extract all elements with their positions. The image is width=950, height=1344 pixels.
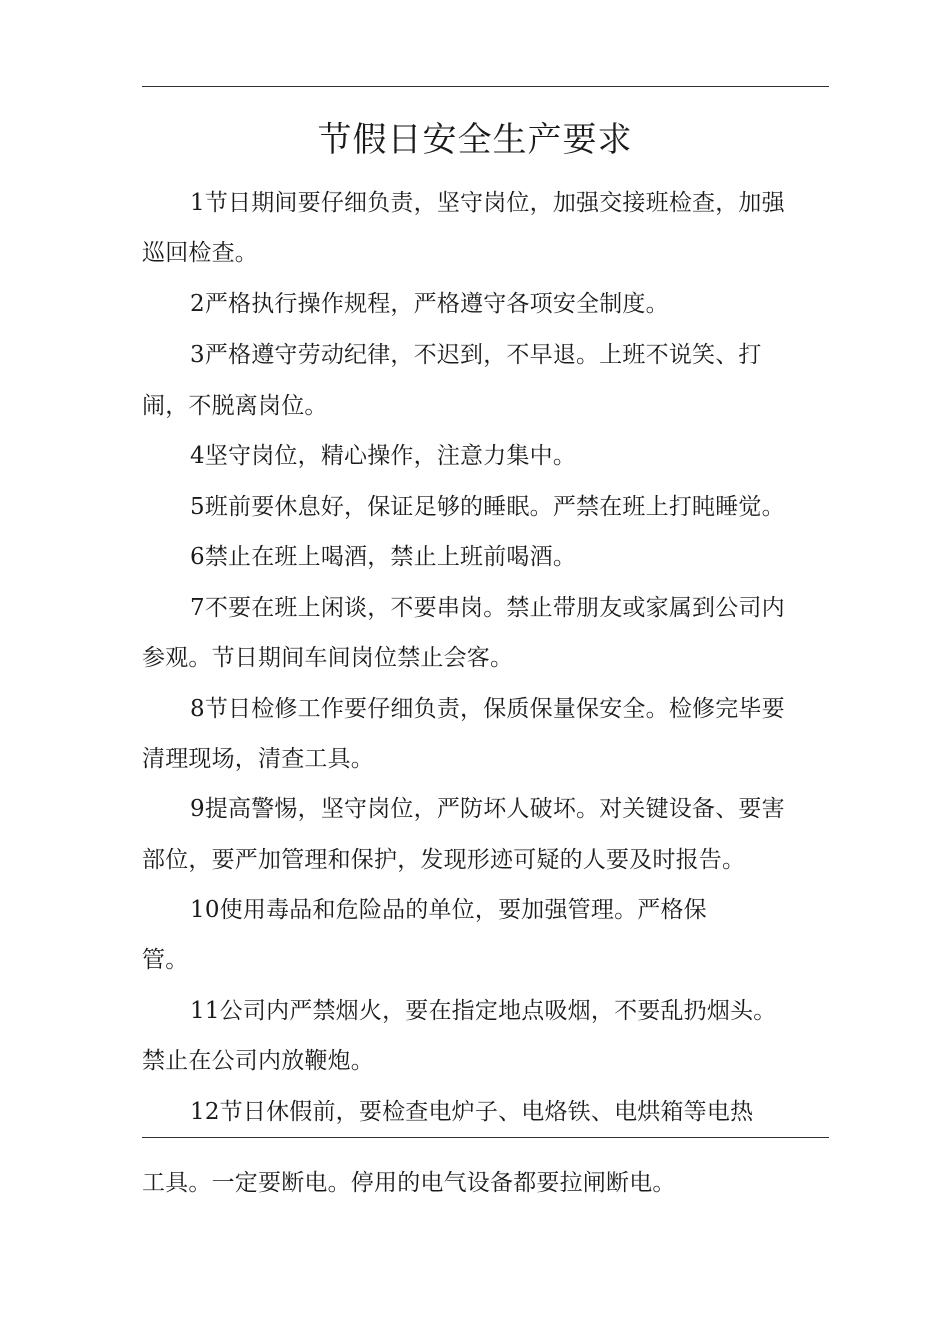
paragraph-line: 管。	[142, 947, 189, 973]
paragraph-line: 禁止在公司内放鞭炮。	[142, 1048, 374, 1074]
paragraph-line: 工具。一定要断电。停用的电气设备都要拉闸断电。	[142, 1170, 676, 1196]
paragraph-line: 9提高警惕，坚守岗位，严防坏人破坏。对关键设备、要害	[190, 796, 785, 822]
paragraph-line: 清理现场，清查工具。	[142, 746, 374, 772]
paragraph-line: 7不要在班上闲谈，不要串岗。禁止带朋友或家属到公司内	[190, 595, 785, 621]
paragraph-line: 2严格执行操作规程，严格遵守各项安全制度。	[190, 291, 669, 317]
paragraph-line: 4坚守岗位，精心操作，注意力集中。	[190, 443, 577, 469]
paragraph-line: 闹，不脱离岗位。	[142, 393, 328, 419]
header-rule	[142, 86, 829, 87]
paragraph-line: 参观。节日期间车间岗位禁止会客。	[142, 645, 514, 671]
page-title: 节假日安全生产要求	[317, 120, 633, 160]
paragraph-line: 5班前要休息好，保证足够的睡眠。严禁在班上打盹睡觉。	[190, 494, 785, 520]
paragraph-line: 1节日期间要仔细负责，坚守岗位，加强交接班检查，加强	[190, 190, 785, 216]
paragraph-line: 巡回检查。	[142, 240, 258, 266]
paragraph-line: 12节日休假前，要检查电炉子、电烙铁、电烘箱等电热	[190, 1099, 754, 1125]
paragraph-line: 部位，要严加管理和保护，发现形迹可疑的人要及时报告。	[142, 847, 746, 873]
paragraph-line: 11公司内严禁烟火，要在指定地点吸烟，不要乱扔烟头。	[190, 998, 777, 1024]
paragraph-line: 8节日检修工作要仔细负责，保质保量保安全。检修完毕要	[190, 696, 785, 722]
paragraph-line: 6禁止在班上喝酒，禁止上班前喝酒。	[190, 544, 577, 570]
paragraph-line: 10使用毒品和危险品的单位，要加强管理。严格保	[190, 897, 707, 923]
paragraph-line: 3严格遵守劳动纪律，不迟到，不早退。上班不说笑、打	[190, 342, 762, 368]
footer-rule	[142, 1137, 829, 1138]
